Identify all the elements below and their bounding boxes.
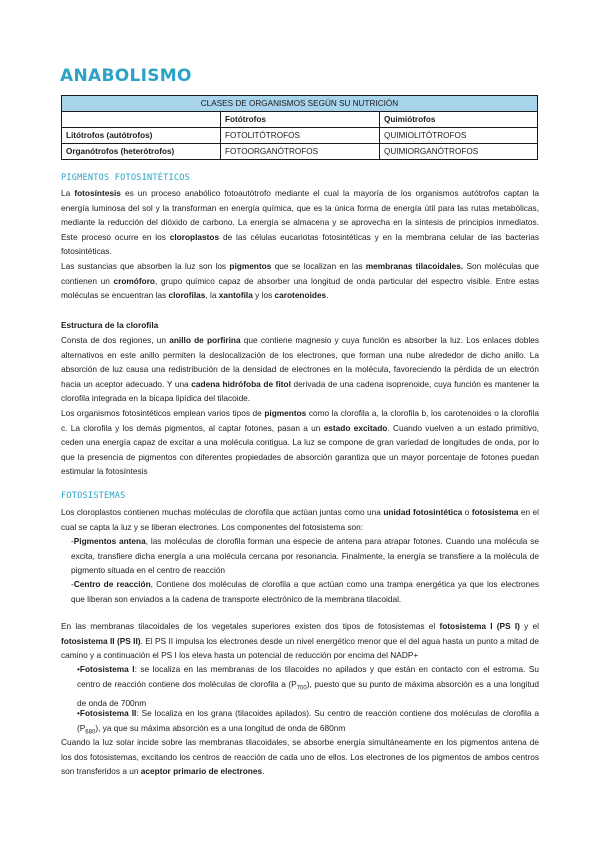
list-item-fotosistema-1: •Fotosistema I: se localiza en las membranas de los tilacoides no apilados y que están en contacto con el estroma. Su centro de reacción contiene dos moléculas de clorofila a $(P_{700})$, puesto que su punto de máxima absorción es a una longitud de onda de 700nm xyxy=(77,664,540,708)
section-heading-fotosistemas: FOTOSISTEMAS xyxy=(61,491,126,501)
table-header-fototrofos: Fotótrofos xyxy=(221,112,380,128)
nutrition-table xyxy=(61,95,538,160)
subheading-clorofila: Estructura de la clorofila xyxy=(61,320,159,330)
table-row xyxy=(62,144,538,160)
table-cell: Organótrofos (heterótrofos) xyxy=(62,144,221,160)
table-caption: CLASES DE ORGANISMOS SEGÚN SU NUTRICIÓN xyxy=(62,96,538,112)
table-cell: FOTOLITÓTROFOS xyxy=(221,128,380,144)
section-heading-pigmentos: PIGMENTOS FOTOSINTÉTICOS xyxy=(61,173,190,183)
table-header-empty xyxy=(62,112,221,128)
table-row xyxy=(62,128,538,144)
table-cell: FOTOORGANÓTROFOS xyxy=(221,144,380,160)
table-cell: Litótrofos (autótrofos) xyxy=(62,128,221,144)
list-item-fotosistema-2: •Fotosistema II: Se localiza en los grana (tilacoides apilados). Su centro de reacción contiene dos moléculas de clorofila a $(P_{680})$, ya que su máxima absorción es a una longitud de onda de 680nm xyxy=(77,708,539,736)
paragraph-estructura: Consta de dos regiones, un anillo de porfirina que contiene magnesio y cuya función es absorber la luz. Los enlaces dobles alternativos en este anillo permiten la deslocalización de los electrones, que forman una nube alrededor de dicho anillo. La absorción de luz causa una redistribución de la densidad de electrones en la molécula, favoreciendo la pérdida de un electrón hacia un aceptor adecuado. Y una cadena hidrófoba de fitol derivada de una cadena isoprenoide, cuya función es mantener la clorofila integrada en la bicapa lipídica del tilacoide. xyxy=(61,335,540,404)
paragraph-organismos: Los organismos fotosintéticos emplean varios tipos de pigmentos como la clorofila a, la clorofila b, los carotenoides o la clorofila c. La clorofila y los demás pigmentos, al captar fotones, pasan a un estado excitado. Cuando vuelven a un estado primitivo, ceden una energía capaz de excitar a una molécula contigua. La luz se compone de gran variedad de longitudes de onda, por lo que la presencia de pigmentos con diferentes propiedades de absorción garantiza que un mayor porcentaje de fotones puedan estimular la fotosíntesis xyxy=(61,408,539,477)
paragraph-fotosintesis: La fotosíntesis es un proceso anabólico fotoautótrofo mediante el cual la mayoría de los organismos autótrofos captan la energía luminosa del sol y la transforman en energía química, que es la única forma de energía útil para las rutas metabólicas, mediante la reducción del dióxido de carbono. La energía se almacena y se aprovecha en la síntesis de principios inmediatos. Este proceso ocurre en los cloroplastos de las células eucariotas fotosintéticas y en la membrana celular de las bacterias fotosintéticas. xyxy=(61,188,540,257)
table-header-quimiotrofos: Quimiótrofos xyxy=(380,112,538,128)
list-item-pigmentos-antena: -Pigmentos antena, las moléculas de clorofila forman una especie de antena para atrapar fotones. Cuando una molécula se excita, transfiere dicha energía a una molécula cercana por resonancia. Finalmente, la energía se transfiere a la molécula de pigmento situada en el centro de reacción xyxy=(71,536,539,576)
list-item-centro-reaccion: -Centro de reacción, Contiene dos moléculas de clorofila a que actúan como una trampa energética ya que los electrones que liberan son enviados a la cadena de transporte electrónico de la membrana tilacoidal. xyxy=(71,579,539,604)
paragraph-fotosistemas: Los cloroplastos contienen muchas moléculas de clorofila que actúan juntas como una unidad fotosintética o fotosistema en el cual se capta la luz y se liberan electrones. Los componentes del fotosistema son: xyxy=(61,507,539,532)
table-cell: QUIMIOLITÓTROFOS xyxy=(380,128,538,144)
page-title: ANABOLISMO xyxy=(60,66,192,86)
paragraph-membranas: En las membranas tilacoidales de los vegetales superiores existen dos tipos de fotosistemas el fotosistema I (PS I) y el fotosistema II (PS II). El PS II impulsa los electrones desde un nivel energético menor que el del agua hasta un punto a mitad de camino y a continuación el PS I los eleva hasta un potencial de reducción por encima del NADP+ xyxy=(61,621,540,661)
paragraph-pigmentos: Las sustancias que absorben la luz son los pigmentos que se localizan en las membranas tilacoidales. Son moléculas que contienen un cromóforo, grupo químico capaz de absorber una longitud de onda particular del espectro visible. Entre estas moléculas se encuentran las clorofilas, la xantofila y los carotenoides. xyxy=(61,261,540,301)
table-cell: QUIMIORGANÓTROFOS xyxy=(380,144,538,160)
paragraph-luz-solar: Cuando la luz solar incide sobre las membranas tilacoidales, se absorbe energía simultáneamente en los pigmentos antena de los dos fotosistemas, excitando los centros de reacción de cada uno de ellos. Los electrones de los pigmentos de ambos centros son transferidos a un aceptor primario de electrones. xyxy=(61,737,539,777)
